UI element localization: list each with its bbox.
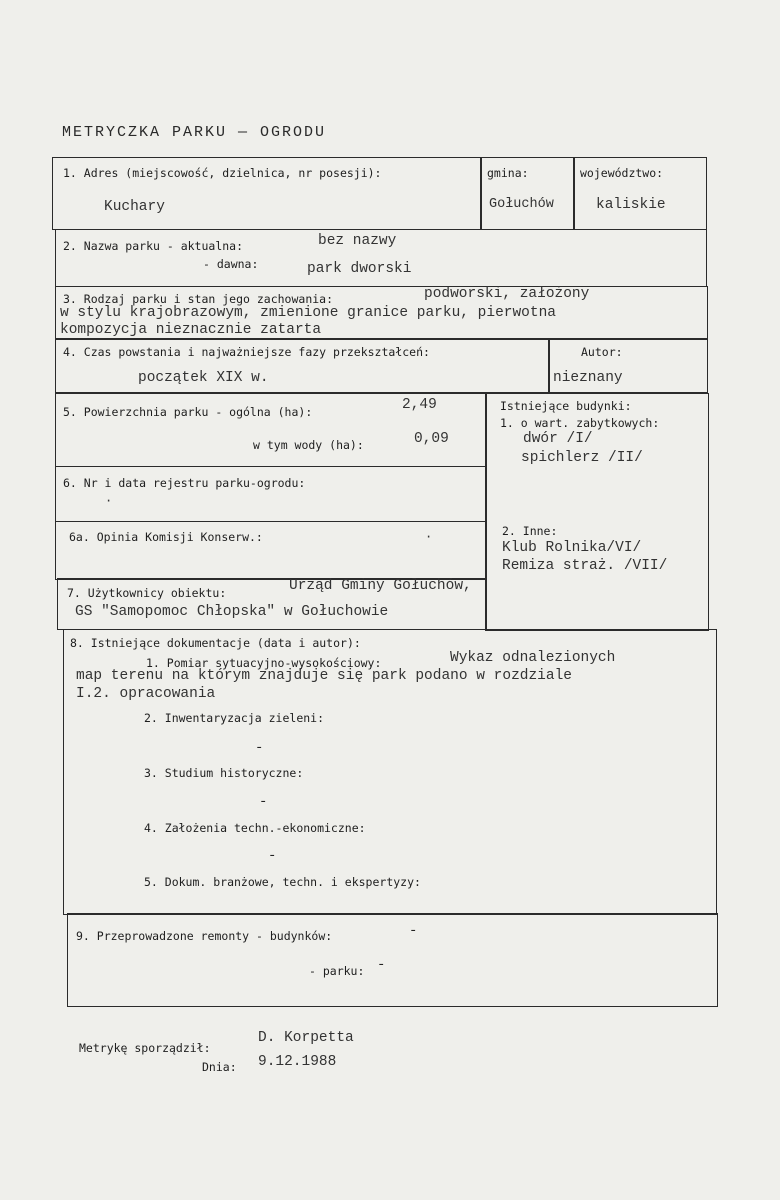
- address-value: Kuchary: [104, 199, 165, 215]
- historic-building-1: dwór /I/: [523, 431, 593, 447]
- section-6-box: [55, 466, 487, 522]
- registry-label: 6. Nr i data rejestru parku-ogrodu:: [63, 476, 306, 490]
- voivodeship-value: kaliskie: [596, 197, 666, 213]
- buildings-label: Istniejące budynki:: [500, 399, 632, 413]
- area-label: 5. Powierzchnia parku - ogólna (ha):: [63, 405, 313, 419]
- survey-line-2: map terenu na którym znajduje się park podano w rozdziale: [76, 668, 572, 684]
- renovations-buildings-value: -: [409, 923, 418, 939]
- users-line-1: Urząd Gminy Gołuchów,: [289, 578, 472, 594]
- park-name-label: 2. Nazwa parku - aktualna:: [63, 239, 244, 253]
- park-type-line-1: podworski, założony: [424, 286, 590, 302]
- historic-buildings-label: 1. o wart. zabytkowych:: [500, 416, 660, 430]
- historical-study-label: 3. Studium historyczne:: [144, 766, 304, 780]
- renovations-park-label: - parku:: [309, 964, 365, 978]
- survey-line-1: Wykaz odnalezionych: [450, 650, 616, 666]
- survey-line-3: I.2. opracowania: [76, 686, 216, 702]
- date-value: 9.12.1988: [258, 1054, 337, 1070]
- park-name-former-label: - dawna:: [203, 257, 259, 271]
- voivodeship-label: województwo:: [580, 166, 664, 180]
- greenery-inventory-value: -: [255, 740, 264, 756]
- survey-label: 1. Pomiar sytuacyjno-wysokościowy:: [146, 656, 382, 670]
- park-type-line-3: kompozycja nieznacznie zatarta: [60, 322, 322, 338]
- prepared-by-value: D. Korpetta: [258, 1030, 354, 1046]
- gmina-value: Gołuchów: [489, 197, 554, 212]
- author-label: Autor:: [581, 345, 623, 359]
- prepared-by-label: Metrykę sporządził:: [79, 1041, 211, 1055]
- users-label: 7. Użytkownicy obiektu:: [67, 586, 227, 600]
- historic-building-2: spichlerz /II/: [521, 450, 643, 466]
- tech-economic-value: -: [268, 848, 277, 864]
- water-area-value: 0,09: [414, 431, 449, 447]
- historical-study-value: -: [259, 794, 268, 810]
- author-value: nieznany: [553, 370, 623, 386]
- users-line-2: GS "Samopomoc Chłopska" w Gołuchowie: [75, 604, 389, 620]
- conservation-opinion-mark: ·: [425, 530, 433, 544]
- greenery-inventory-label: 2. Inwentaryzacja zieleni:: [144, 711, 325, 725]
- area-value: 2,49: [402, 397, 437, 413]
- registry-mark: ·: [105, 494, 113, 508]
- tech-economic-label: 4. Założenia techn.-ekonomiczne:: [144, 821, 366, 835]
- branch-docs-label: 5. Dokum. branżowe, techn. i ekspertyzy:: [144, 875, 421, 889]
- section-9-box: [67, 913, 718, 1007]
- documentation-label: 8. Istniejące dokumentacje (data i autor):: [70, 636, 361, 650]
- park-type-label: 3. Rodzaj parku i stan jego zachowania:: [63, 292, 334, 306]
- conservation-opinion-label: 6a. Opinia Komisji Konserw.:: [69, 530, 263, 544]
- other-buildings-label: 2. Inne:: [502, 524, 558, 538]
- other-building-1: Klub Rolnika/VI/: [502, 540, 642, 556]
- address-label: 1. Adres (miejscowość, dzielnica, nr posesji):: [63, 166, 382, 180]
- renovations-label: 9. Przeprowadzone remonty - budynków:: [76, 929, 333, 943]
- creation-time-label: 4. Czas powstania i najważniejsze fazy przekształceń:: [63, 345, 430, 359]
- park-name-former: park dworski: [307, 261, 412, 277]
- other-building-2: Remiza straż. /VII/: [502, 558, 668, 574]
- park-name-current: bez nazwy: [318, 233, 397, 249]
- renovations-park-value: -: [377, 957, 386, 973]
- form-title: METRYCZKA PARKU — OGRODU: [62, 124, 327, 141]
- date-label: Dnia:: [202, 1060, 237, 1074]
- creation-time-value: początek XIX w.: [138, 370, 269, 386]
- park-type-line-2: w stylu krajobrazowym, zmienione granice parku, pierwotna: [60, 305, 556, 321]
- water-area-label: w tym wody (ha):: [253, 438, 364, 452]
- gmina-label: gmina:: [487, 166, 529, 180]
